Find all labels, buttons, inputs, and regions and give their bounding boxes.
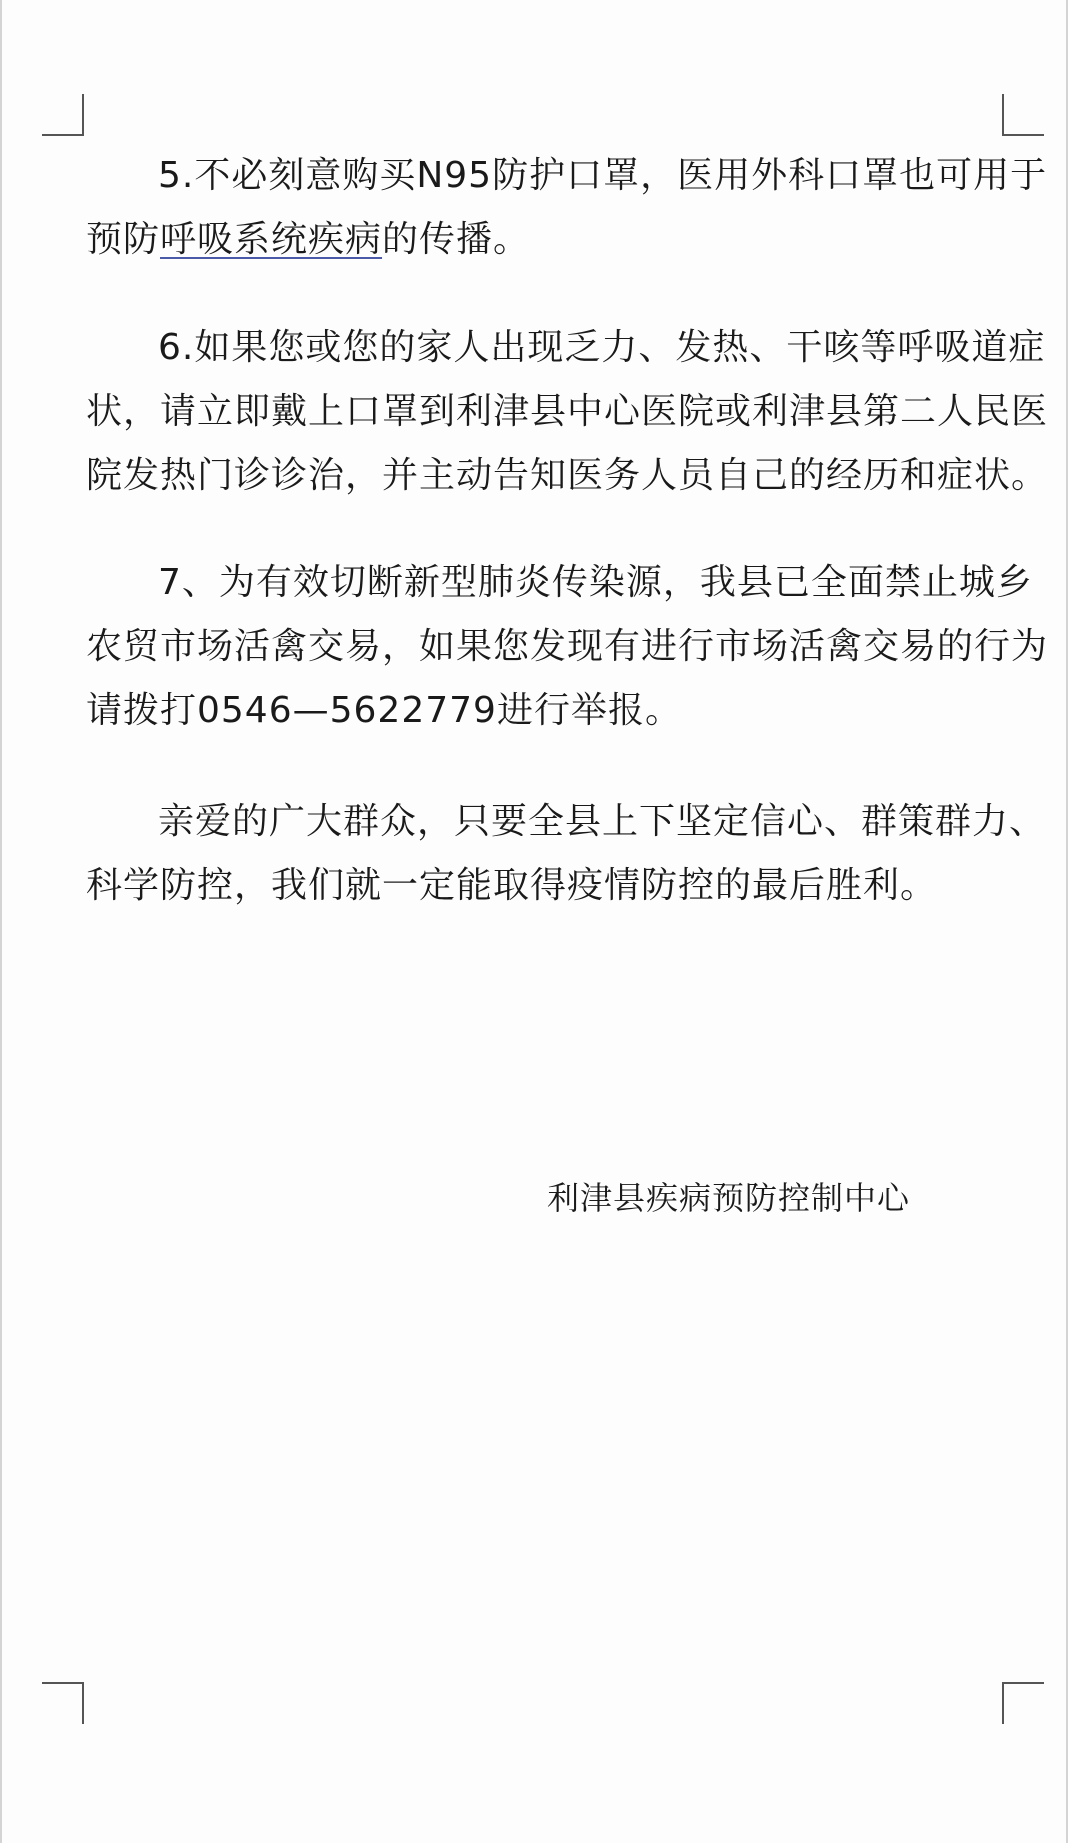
paragraph-5-line-2-post: 的传播。 <box>382 219 531 260</box>
paragraph-6-line-3: 院发热门诊诊治，并主动告知医务人员自己的经历和症状。 <box>86 455 1049 496</box>
paragraph-7-line-3: 请拨打0546—5622779进行举报。 <box>86 690 682 731</box>
closing-line-1: 亲爱的广大群众，只要全县上下坚定信心、群策群力、 <box>158 801 1047 842</box>
closing-paragraph <box>86 790 1047 918</box>
paragraph-item-7 <box>86 551 1049 743</box>
closing-line-2: 科学防控，我们就一定能取得疫情防控的最后胜利。 <box>86 865 938 906</box>
paragraph-7-line-1: 7、为有效切断新型肺炎传染源，我县已全面禁止城乡 <box>158 562 1033 603</box>
underlined-term: 呼吸系统疾病 <box>160 219 383 260</box>
paragraph-6-line-1: 6.如果您或您的家人出现乏力、发热、干咳等呼吸道症 <box>158 327 1046 368</box>
paragraph-5-line-1: 5.不必刻意购买N95防护口罩，医用外科口罩也可用于 <box>158 155 1048 196</box>
paragraph-5-line-2-pre: 预防 <box>86 219 161 260</box>
paragraph-7-line-2: 农贸市场活禽交易，如果您发现有进行市场活禽交易的行为 <box>86 626 1049 667</box>
signature: 利津县疾病预防控制中心 <box>547 1179 911 1217</box>
paragraph-5-line-2 <box>86 208 1001 272</box>
paragraph-item-5 <box>86 144 1048 272</box>
paragraph-item-6 <box>86 316 1049 508</box>
paragraph-6-line-2: 状，请立即戴上口罩到利津县中心医院或利津县第二人民医 <box>86 391 1049 432</box>
